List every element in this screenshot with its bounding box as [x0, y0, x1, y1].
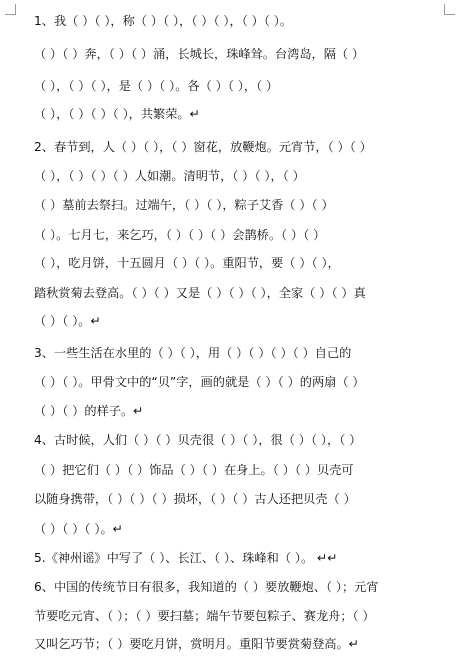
- q3-line-1: 3、一些生活在水里的（ ）（ ），用（ ）（ ）（ ）（ ）自己的: [34, 346, 352, 360]
- q1-line-4: （ ），（ ）（ ）（ ），共繁荣。↵: [34, 107, 200, 121]
- page-corner-mark-left: [5, 4, 16, 15]
- q6-line-2: 节要吃元宵、（ ）；（ ）要扫墓；端午节要包粽子、赛龙舟；（ ）: [34, 609, 375, 623]
- q2-line-6: 踏秋赏菊去登高。（ ）（ ）又是（ ）（ ）（ ），全家（ ）（ ）真: [34, 286, 366, 300]
- q4-line-4: （ ）（ ）（ ）。↵: [34, 522, 123, 536]
- q2-line-1: 2、春节到，人（ ）（ ），（ ）窗花，放鞭炮。元宵节，（ ）（ ）: [34, 140, 372, 154]
- q2-line-3: （ ）墓前去祭扫。过端午，（ ）（ ），粽子艾香（ ）（ ）: [34, 198, 334, 212]
- q1-line-3: （ ），（ ）（ ），是（ ）（ ）。各（ ）（ ），（ ）: [34, 79, 279, 93]
- q2-line-7: （ ）（ ）。↵: [34, 314, 101, 328]
- q1-line-2: （ ）（ ）奔，（ ）（ ）涌，长城长，珠峰耸。台湾岛，隔（ ）: [34, 47, 365, 61]
- page-corner-mark-right: [444, 4, 455, 15]
- q4-line-1: 4、古时候，人们（ ）（ ）贝壳很（ ）（ ），很（ ）（ ），（ ）: [34, 433, 362, 447]
- q1-line-1: 1、我（ ）（ ），称（ ）（ ），（ ）（ ），（ ）（ ）。: [34, 14, 293, 28]
- q6-line-3: 又叫乞巧节；（ ）要吃月饼，赏明月。重阳节要赏菊登高。↵: [34, 637, 359, 651]
- q4-line-2: （ ）把它们（ ）（ ）饰品（ ）（ ）在身上。（ ）（ ）贝壳可: [34, 463, 354, 477]
- q2-line-5: （ ），吃月饼，十五圆月（ ）（ ）。重阳节，要（ ）（ ），: [34, 256, 340, 270]
- q3-line-2: （ ）（ ）。甲骨文中的“贝”字，画的就是（ ）（ ）的两扇（ ）: [34, 375, 365, 389]
- q6-line-1: 6、中国的传统节日有很多，我知道的（ ）要放鞭炮、（ ）；元宵: [34, 580, 379, 594]
- q5-line-1: 5.《神州谣》中写了（ ）、长江、（ ）、珠峰和（ ）。 ↵↵: [34, 551, 338, 565]
- q4-line-3: 以随身携带，（ ）（ ）（ ）损坏，（ ）（ ）古人还把贝壳（ ）: [34, 492, 356, 506]
- q2-line-4: （ ）。七月七，来乞巧，（ ）（ ）（ ）会鹊桥。（ ）（ ）: [34, 228, 326, 242]
- q2-line-2: （ ），（ ）（ ）（ ）人如潮。清明节，（ ）（ ），（ ）: [34, 169, 305, 183]
- q3-line-3: （ ）（ ）的样子。↵: [34, 404, 144, 418]
